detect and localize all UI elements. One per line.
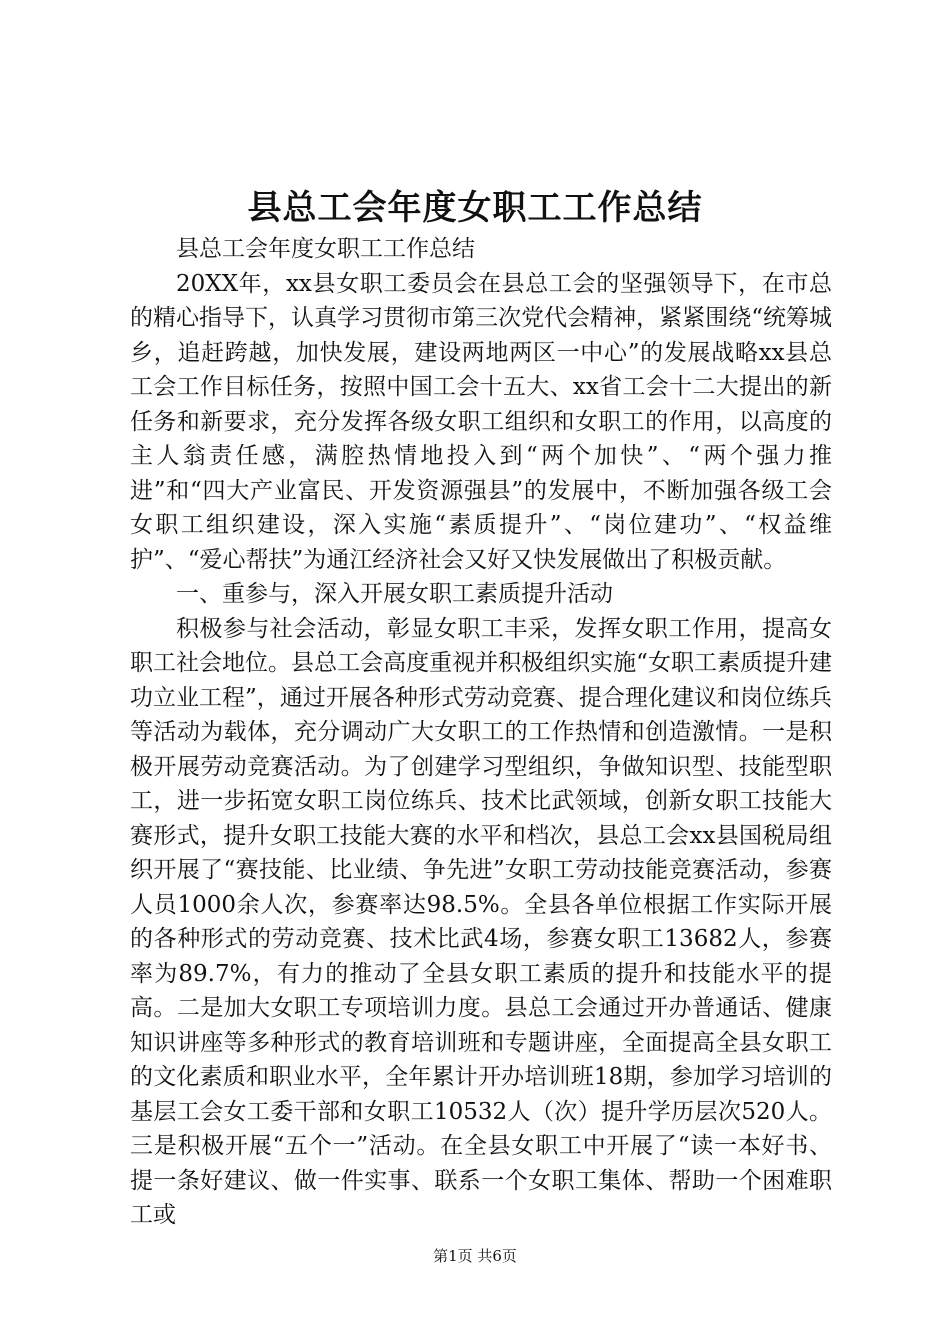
section-heading: 一、重参与，深入开展女职工素质提升活动: [176, 581, 613, 607]
body-paragraph-section-1: 积极参与社会活动，彰显女职工丰采，发挥女职工作用，提高女职工社会地位。县总工会高度重视并积极组织实施“女职工素质提升建功立业工程”，通过开展各种形式劳动竞赛、提合理化建议和岗位练兵等活动为载体，充分调动广大女职工的工作热情和创造激情。一是积极开展劳动竞赛活动。为了创建学习型组织，争做知识型、技能型职工，进一步拓宽女职工岗位练兵、技术比武领域，创新女职工技能大赛形式，提升女职工技能大赛的水平和档次，县总工会xx县国税局组织开展了“赛技能、比业绩、争先进”女职工劳动技能竞赛活动，参赛人员1000余人次，参赛率达98.5%。全县各单位根据工作实际开展的各种形式的劳动竞赛、技术比武4场，参赛女职工13682人，参赛率为89.7%，有力的推动了全县女职工素质的提升和技能水平的提高。二是加大女职工专项培训力度。县总工会通过开办普通话、健康知识讲座等多种形式的教育培训班和专题讲座，全面提高全县女职工的文化素质和职业水平，全年累计开办培训班18期，参加学习培训的基层工会女工委干部和女职工10532人（次）提升学历层次520人。三是积极开展“五个一”活动。在全县女职工中开展了“读一本好书、提一条好建议、做一件实事、联系一个女职工集体、帮助一个困难职工或: [130, 615, 832, 1228]
body-paragraph-intro: 20XX年，xx县女职工委员会在县总工会的坚强领导下，在市总的精心指导下，认真学习贯彻市第三次党代会精神，紧紧围绕“统筹城乡，追赶跨越，加快发展，建设两地两区一中心”的发展战略xx县总工会工作目标任务，按照中国工会十五大、xx省工会十二大提出的新任务和新要求，充分发挥各级女职工组织和女职工的作用，以高度的主人翁责任感，满腔热情地投入到“两个加快”、“两个强力推进”和“四大产业富民、开发资源强县”的发展中，不断加强各级工会女职工组织建设，深入实施“素质提升”、“岗位建功”、“权益维护”、“爱心帮扶”为通江经济社会又好又快发展做出了积极贡献。: [130, 270, 832, 573]
body-paragraph-heading: 县总工会年度女职工工作总结: [176, 236, 475, 262]
document-body: [130, 232, 832, 1233]
page-footer: 第1页 共6页: [433, 1247, 517, 1265]
document-title: 县总工会年度女职工工作总结: [247, 188, 703, 228]
